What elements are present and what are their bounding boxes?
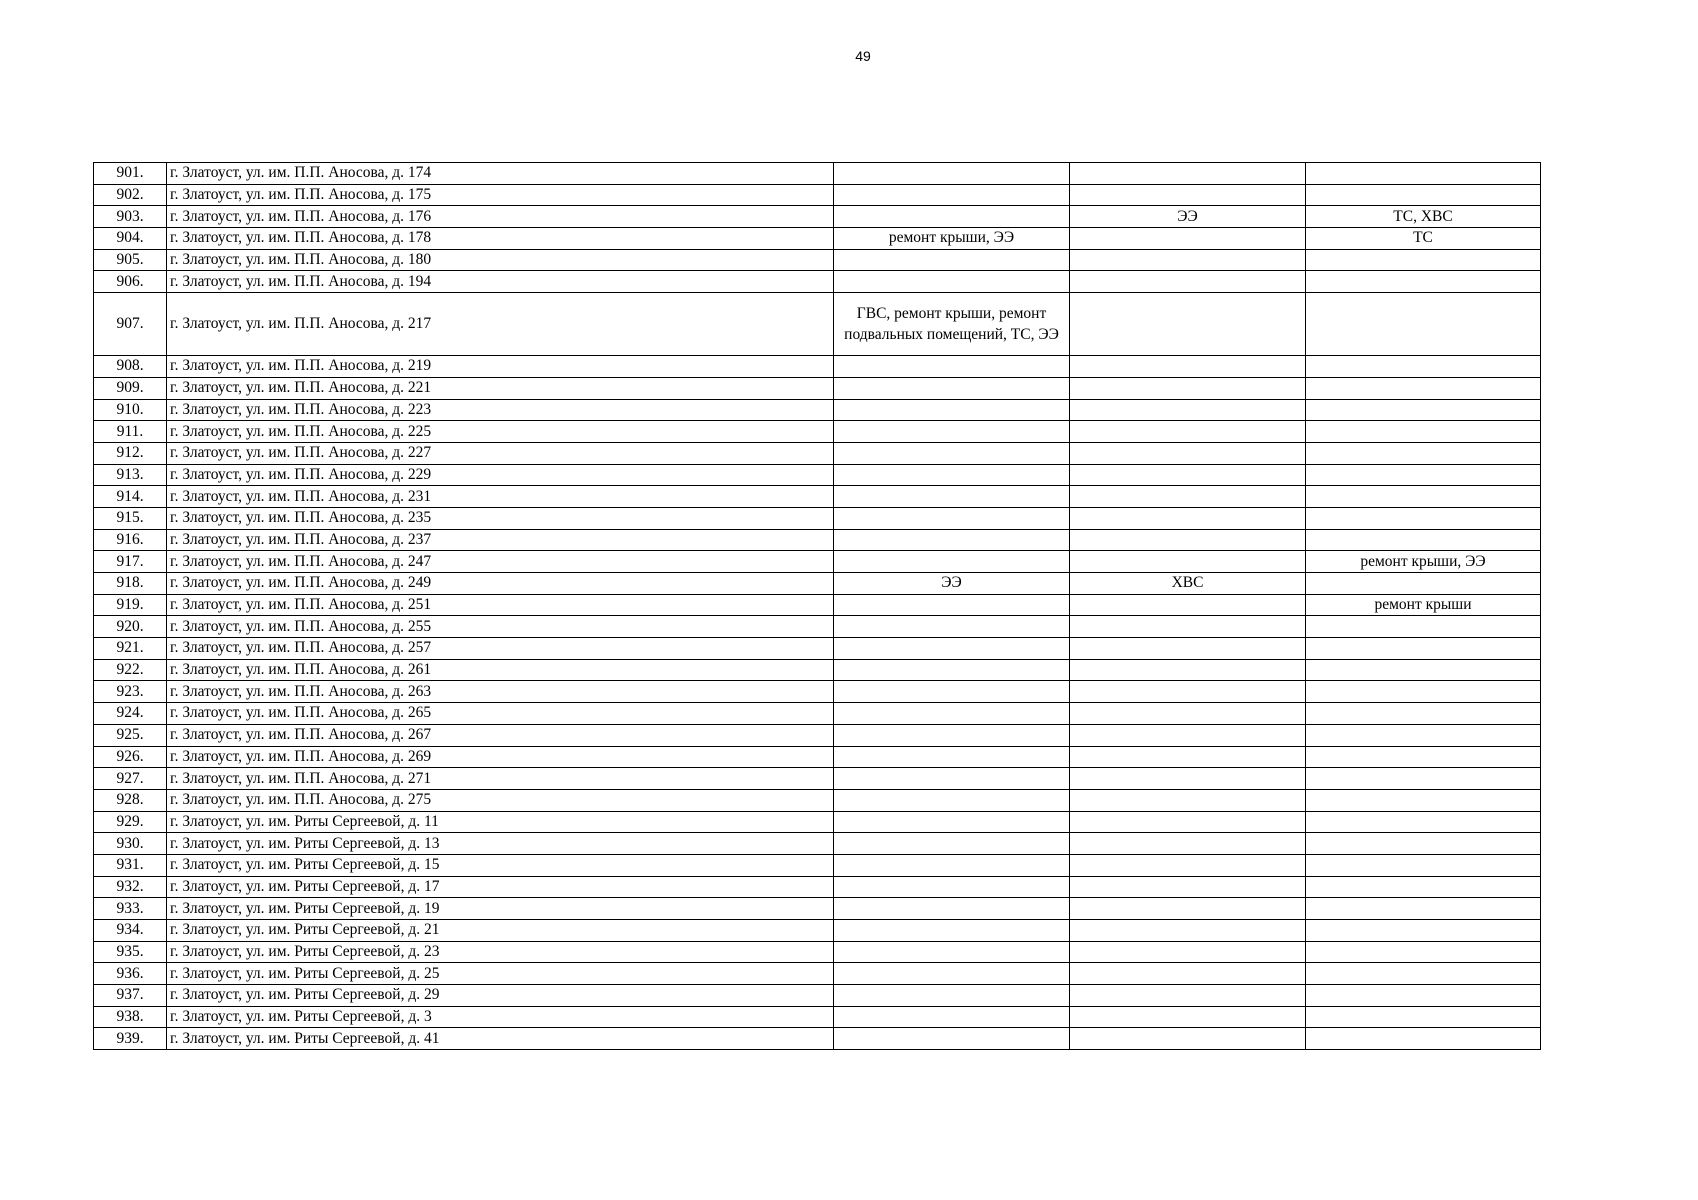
work-cell-col4: ЭЭ — [1070, 206, 1306, 228]
work-cell-col5 — [1306, 941, 1541, 963]
row-number: 934. — [94, 920, 167, 942]
row-number: 936. — [94, 963, 167, 985]
work-cell-col3 — [834, 356, 1070, 378]
work-cell-col3 — [834, 789, 1070, 811]
row-number: 932. — [94, 876, 167, 898]
row-number: 927. — [94, 768, 167, 790]
work-cell-col5 — [1306, 920, 1541, 942]
table-row — [94, 206, 1541, 228]
address-cell: г. Златоуст, ул. им. Риты Сергеевой, д. 17 — [167, 876, 834, 898]
work-cell-col4 — [1070, 486, 1306, 508]
work-cell-col5 — [1306, 659, 1541, 681]
work-cell-col3 — [834, 941, 1070, 963]
work-cell-col4 — [1070, 529, 1306, 551]
work-cell-col3 — [834, 876, 1070, 898]
work-cell-col4 — [1070, 985, 1306, 1007]
work-cell-col5 — [1306, 249, 1541, 271]
work-cell-col3 — [834, 659, 1070, 681]
work-cell-col4 — [1070, 638, 1306, 660]
table-row — [94, 724, 1541, 746]
table-row — [94, 421, 1541, 443]
work-cell-col5: ТС — [1306, 228, 1541, 250]
table-row — [94, 768, 1541, 790]
work-cell-col5 — [1306, 271, 1541, 293]
work-cell-col3 — [834, 249, 1070, 271]
work-cell-col3 — [834, 377, 1070, 399]
work-cell-col3 — [834, 464, 1070, 486]
table-row — [94, 703, 1541, 725]
table-row — [94, 377, 1541, 399]
work-cell-col5 — [1306, 1006, 1541, 1028]
table-row — [94, 854, 1541, 876]
address-cell: г. Златоуст, ул. им. П.П. Аносова, д. 249 — [167, 573, 834, 595]
row-number: 901. — [94, 163, 167, 185]
work-cell-col5 — [1306, 356, 1541, 378]
work-cell-col5 — [1306, 377, 1541, 399]
work-cell-col3 — [834, 616, 1070, 638]
row-number: 928. — [94, 789, 167, 811]
work-cell-col4 — [1070, 724, 1306, 746]
row-number: 909. — [94, 377, 167, 399]
work-cell-col3: ЭЭ — [834, 573, 1070, 595]
row-number: 917. — [94, 551, 167, 573]
work-cell-col3 — [834, 529, 1070, 551]
table-row — [94, 616, 1541, 638]
work-cell-col5 — [1306, 768, 1541, 790]
row-number: 922. — [94, 659, 167, 681]
work-cell-col5: ремонт крыши — [1306, 594, 1541, 616]
table-row — [94, 898, 1541, 920]
address-cell: г. Златоуст, ул. им. Риты Сергеевой, д. 13 — [167, 833, 834, 855]
row-number: 924. — [94, 703, 167, 725]
work-cell-col3: ремонт крыши, ЭЭ — [834, 228, 1070, 250]
work-cell-col3 — [834, 811, 1070, 833]
table-row — [94, 271, 1541, 293]
row-number: 930. — [94, 833, 167, 855]
work-cell-col4 — [1070, 184, 1306, 206]
address-cell: г. Златоуст, ул. им. Риты Сергеевой, д. 15 — [167, 854, 834, 876]
work-cell-col5 — [1306, 464, 1541, 486]
address-cell: г. Златоуст, ул. им. П.П. Аносова, д. 269 — [167, 746, 834, 768]
row-number: 926. — [94, 746, 167, 768]
row-number: 905. — [94, 249, 167, 271]
row-number: 938. — [94, 1006, 167, 1028]
address-cell: г. Златоуст, ул. им. П.П. Аносова, д. 265 — [167, 703, 834, 725]
work-cell-col5 — [1306, 811, 1541, 833]
row-number: 906. — [94, 271, 167, 293]
row-number: 923. — [94, 681, 167, 703]
row-number: 920. — [94, 616, 167, 638]
row-number: 931. — [94, 854, 167, 876]
table-row — [94, 551, 1541, 573]
address-cell: г. Златоуст, ул. им. П.П. Аносова, д. 261 — [167, 659, 834, 681]
work-cell-col3 — [834, 985, 1070, 1007]
address-cell: г. Златоуст, ул. им. П.П. Аносова, д. 263 — [167, 681, 834, 703]
row-number: 911. — [94, 421, 167, 443]
work-cell-col3 — [834, 920, 1070, 942]
work-cell-col4 — [1070, 507, 1306, 529]
work-cell-col5 — [1306, 507, 1541, 529]
work-cell-col3 — [834, 638, 1070, 660]
address-cell: г. Златоуст, ул. им. П.П. Аносова, д. 231 — [167, 486, 834, 508]
address-cell: г. Златоуст, ул. им. П.П. Аносова, д. 275 — [167, 789, 834, 811]
work-cell-col3 — [834, 681, 1070, 703]
work-cell-col3 — [834, 271, 1070, 293]
address-cell: г. Златоуст, ул. им. П.П. Аносова, д. 255 — [167, 616, 834, 638]
address-cell: г. Златоуст, ул. им. П.П. Аносова, д. 217 — [167, 293, 834, 356]
address-cell: г. Златоуст, ул. им. П.П. Аносова, д. 229 — [167, 464, 834, 486]
address-cell: г. Златоуст, ул. им. П.П. Аносова, д. 267 — [167, 724, 834, 746]
work-cell-col4 — [1070, 228, 1306, 250]
row-number: 908. — [94, 356, 167, 378]
row-number: 933. — [94, 898, 167, 920]
work-cell-col4 — [1070, 421, 1306, 443]
work-cell-col3 — [834, 854, 1070, 876]
row-number: 925. — [94, 724, 167, 746]
table-row — [94, 529, 1541, 551]
work-cell-col5 — [1306, 833, 1541, 855]
work-cell-col4 — [1070, 377, 1306, 399]
work-cell-col4 — [1070, 1028, 1306, 1050]
address-cell: г. Златоуст, ул. им. П.П. Аносова, д. 221 — [167, 377, 834, 399]
table-row — [94, 681, 1541, 703]
row-number: 939. — [94, 1028, 167, 1050]
table-row — [94, 920, 1541, 942]
work-cell-col3 — [834, 724, 1070, 746]
address-cell: г. Златоуст, ул. им. П.П. Аносова, д. 237 — [167, 529, 834, 551]
table-row — [94, 833, 1541, 855]
table-row — [94, 1028, 1541, 1050]
work-cell-col5 — [1306, 898, 1541, 920]
address-cell: г. Златоуст, ул. им. П.П. Аносова, д. 176 — [167, 206, 834, 228]
address-cell: г. Златоуст, ул. им. Риты Сергеевой, д. 23 — [167, 941, 834, 963]
work-cell-col4 — [1070, 1006, 1306, 1028]
work-cell-col4 — [1070, 876, 1306, 898]
table-row — [94, 985, 1541, 1007]
table-row — [94, 659, 1541, 681]
work-cell-col3: ГВС, ремонт крыши, ремонт подвальных помещений, ТС, ЭЭ — [834, 293, 1070, 356]
row-number: 929. — [94, 811, 167, 833]
work-cell-col4 — [1070, 941, 1306, 963]
address-cell: г. Златоуст, ул. им. Риты Сергеевой, д. 3 — [167, 1006, 834, 1028]
row-number: 916. — [94, 529, 167, 551]
work-cell-col5 — [1306, 681, 1541, 703]
work-cell-col3 — [834, 399, 1070, 421]
address-cell: г. Златоуст, ул. им. Риты Сергеевой, д. 29 — [167, 985, 834, 1007]
work-cell-col4 — [1070, 898, 1306, 920]
work-cell-col5: ТС, ХВС — [1306, 206, 1541, 228]
work-cell-col4 — [1070, 768, 1306, 790]
address-cell: г. Златоуст, ул. им. П.П. Аносова, д. 175 — [167, 184, 834, 206]
table-row — [94, 163, 1541, 185]
table-row — [94, 356, 1541, 378]
work-cell-col5 — [1306, 293, 1541, 356]
work-cell-col4 — [1070, 833, 1306, 855]
work-cell-col4 — [1070, 464, 1306, 486]
work-cell-col3 — [834, 206, 1070, 228]
work-cell-col3 — [834, 551, 1070, 573]
work-cell-col5 — [1306, 703, 1541, 725]
address-cell: г. Златоуст, ул. им. П.П. Аносова, д. 271 — [167, 768, 834, 790]
table-row — [94, 963, 1541, 985]
work-cell-col4 — [1070, 271, 1306, 293]
row-number: 921. — [94, 638, 167, 660]
work-cell-col4 — [1070, 963, 1306, 985]
work-cell-col3 — [834, 703, 1070, 725]
work-cell-col3 — [834, 486, 1070, 508]
table-row — [94, 442, 1541, 464]
row-number: 902. — [94, 184, 167, 206]
work-cell-col3 — [834, 833, 1070, 855]
row-number: 904. — [94, 228, 167, 250]
table-row — [94, 399, 1541, 421]
table-row — [94, 249, 1541, 271]
work-cell-col3 — [834, 594, 1070, 616]
work-cell-col5 — [1306, 421, 1541, 443]
work-cell-col5 — [1306, 529, 1541, 551]
work-cell-col4 — [1070, 616, 1306, 638]
work-cell-col5 — [1306, 442, 1541, 464]
work-cell-col4 — [1070, 551, 1306, 573]
address-cell: г. Златоуст, ул. им. П.П. Аносова, д. 227 — [167, 442, 834, 464]
work-cell-col5 — [1306, 163, 1541, 185]
table-row — [94, 594, 1541, 616]
work-cell-col5 — [1306, 184, 1541, 206]
table-row — [94, 746, 1541, 768]
work-cell-col3 — [834, 184, 1070, 206]
work-cell-col3 — [834, 963, 1070, 985]
work-cell-col4 — [1070, 703, 1306, 725]
work-cell-col3 — [834, 768, 1070, 790]
row-number: 915. — [94, 507, 167, 529]
row-number: 918. — [94, 573, 167, 595]
work-cell-col3 — [834, 1028, 1070, 1050]
table-row — [94, 638, 1541, 660]
address-cell: г. Златоуст, ул. им. П.П. Аносова, д. 219 — [167, 356, 834, 378]
work-cell-col4 — [1070, 249, 1306, 271]
work-cell-col4 — [1070, 920, 1306, 942]
address-cell: г. Златоуст, ул. им. П.П. Аносова, д. 257 — [167, 638, 834, 660]
page-number: 49 — [855, 48, 871, 64]
table-row — [94, 876, 1541, 898]
work-cell-col4 — [1070, 163, 1306, 185]
work-cell-col4 — [1070, 293, 1306, 356]
work-cell-col5 — [1306, 724, 1541, 746]
work-cell-col4 — [1070, 789, 1306, 811]
row-number: 907. — [94, 293, 167, 356]
work-cell-col5 — [1306, 789, 1541, 811]
table-row — [94, 293, 1541, 356]
table-row — [94, 1006, 1541, 1028]
work-cell-col5 — [1306, 399, 1541, 421]
work-cell-col4 — [1070, 659, 1306, 681]
work-cell-col3 — [834, 163, 1070, 185]
work-cell-col3 — [834, 898, 1070, 920]
work-cell-col5 — [1306, 985, 1541, 1007]
work-cell-col3 — [834, 746, 1070, 768]
address-cell: г. Златоуст, ул. им. П.П. Аносова, д. 247 — [167, 551, 834, 573]
address-cell: г. Златоуст, ул. им. П.П. Аносова, д. 251 — [167, 594, 834, 616]
table-row — [94, 184, 1541, 206]
table-row — [94, 486, 1541, 508]
work-cell-col5 — [1306, 616, 1541, 638]
table-row — [94, 941, 1541, 963]
row-number: 910. — [94, 399, 167, 421]
work-cell-col4 — [1070, 442, 1306, 464]
work-cell-col3 — [834, 507, 1070, 529]
table-row — [94, 228, 1541, 250]
work-cell-col5 — [1306, 638, 1541, 660]
work-cell-col5 — [1306, 963, 1541, 985]
row-number: 912. — [94, 442, 167, 464]
work-cell-col5 — [1306, 573, 1541, 595]
work-cell-col5 — [1306, 746, 1541, 768]
table-row — [94, 507, 1541, 529]
work-cell-col4 — [1070, 356, 1306, 378]
row-number: 903. — [94, 206, 167, 228]
address-table — [93, 162, 1541, 1050]
table-row — [94, 789, 1541, 811]
work-cell-col5: ремонт крыши, ЭЭ — [1306, 551, 1541, 573]
address-cell: г. Златоуст, ул. им. П.П. Аносова, д. 235 — [167, 507, 834, 529]
work-cell-col4 — [1070, 681, 1306, 703]
work-cell-col4 — [1070, 811, 1306, 833]
row-number: 919. — [94, 594, 167, 616]
address-cell: г. Златоуст, ул. им. П.П. Аносова, д. 225 — [167, 421, 834, 443]
table-row — [94, 573, 1541, 595]
address-cell: г. Златоуст, ул. им. П.П. Аносова, д. 223 — [167, 399, 834, 421]
row-number: 937. — [94, 985, 167, 1007]
address-cell: г. Златоуст, ул. им. П.П. Аносова, д. 174 — [167, 163, 834, 185]
address-cell: г. Златоуст, ул. им. Риты Сергеевой, д. 11 — [167, 811, 834, 833]
address-cell: г. Златоуст, ул. им. П.П. Аносова, д. 194 — [167, 271, 834, 293]
work-cell-col4: ХВС — [1070, 573, 1306, 595]
address-cell: г. Златоуст, ул. им. Риты Сергеевой, д. 21 — [167, 920, 834, 942]
work-cell-col4 — [1070, 594, 1306, 616]
row-number: 913. — [94, 464, 167, 486]
work-cell-col4 — [1070, 399, 1306, 421]
work-cell-col3 — [834, 421, 1070, 443]
address-cell: г. Златоуст, ул. им. Риты Сергеевой, д. 25 — [167, 963, 834, 985]
work-cell-col5 — [1306, 876, 1541, 898]
work-cell-col3 — [834, 442, 1070, 464]
work-cell-col4 — [1070, 746, 1306, 768]
row-number: 914. — [94, 486, 167, 508]
table-body — [94, 163, 1541, 1050]
table-row — [94, 464, 1541, 486]
address-cell: г. Златоуст, ул. им. Риты Сергеевой, д. 19 — [167, 898, 834, 920]
address-cell: г. Златоуст, ул. им. П.П. Аносова, д. 178 — [167, 228, 834, 250]
work-cell-col5 — [1306, 1028, 1541, 1050]
work-cell-col4 — [1070, 854, 1306, 876]
work-cell-col5 — [1306, 854, 1541, 876]
address-cell: г. Златоуст, ул. им. П.П. Аносова, д. 180 — [167, 249, 834, 271]
row-number: 935. — [94, 941, 167, 963]
work-cell-col5 — [1306, 486, 1541, 508]
work-cell-col3 — [834, 1006, 1070, 1028]
address-cell: г. Златоуст, ул. им. Риты Сергеевой, д. 41 — [167, 1028, 834, 1050]
table-row — [94, 811, 1541, 833]
